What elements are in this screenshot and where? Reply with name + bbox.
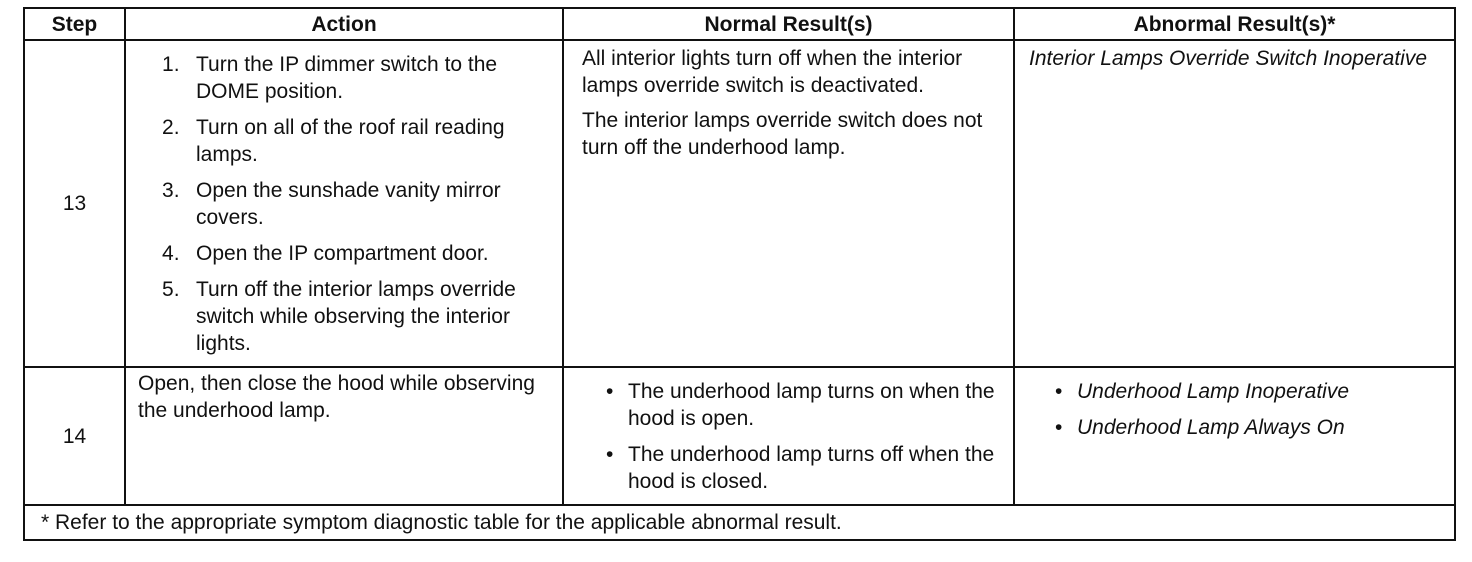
header-step: Step — [24, 8, 125, 40]
step-number: 14 — [24, 367, 125, 505]
normal-result-item: • The underhood lamp turns on when the hood is open. — [628, 378, 1013, 432]
footnote-row — [24, 505, 1455, 540]
action-cell — [125, 367, 563, 505]
header-normal-results: Normal Result(s) — [563, 8, 1014, 40]
header-row — [24, 8, 1455, 40]
abnormal-result-item — [1077, 378, 1454, 405]
table-row — [24, 40, 1455, 367]
action-list — [126, 51, 562, 357]
step-number: 13 — [24, 40, 125, 367]
footnote: * Refer to the appropriate symptom diagnostic table for the applicable abnormal result. — [24, 505, 1455, 540]
normal-result-item: • The underhood lamp turns off when the hood is closed. — [628, 441, 1013, 495]
abnormal-result-list — [1015, 378, 1454, 441]
normal-result-list — [564, 378, 1013, 495]
diagnostic-table — [23, 7, 1456, 541]
action-item: Open the IP compartment door. — [196, 242, 489, 265]
normal-result-cell — [563, 367, 1014, 505]
abnormal-result-link-text: Underhood Lamp Always On — [1077, 416, 1345, 439]
abnormal-result-cell — [1014, 40, 1455, 367]
normal-result-text: All interior lights turn off when the interior lamps override switch is deactivated. — [582, 47, 963, 97]
action-item: Turn on all of the roof rail reading lamps. — [196, 116, 505, 166]
abnormal-result-item — [1077, 414, 1454, 441]
action-item: Turn the IP dimmer switch to the DOME position. — [196, 53, 498, 103]
header-abnormal-results: Abnormal Result(s)* — [1014, 8, 1455, 40]
action-text: Open, then close the hood while observing the underhood lamp. — [138, 372, 535, 422]
action-item: Open the sunshade vanity mirror covers. — [196, 179, 501, 229]
table-row — [24, 367, 1455, 505]
normal-result-text: The interior lamps override switch does not turn off the underhood lamp. — [582, 109, 983, 159]
action-cell — [125, 40, 563, 367]
normal-result-cell — [563, 40, 1014, 367]
abnormal-result-text: Interior Lamps Override Switch Inoperative — [1029, 47, 1428, 70]
abnormal-result-link-text: Underhood Lamp Inoperative — [1077, 380, 1350, 403]
action-item: Turn off the interior lamps override switch while observing the interior lights. — [196, 278, 516, 355]
abnormal-result-cell — [1014, 367, 1455, 505]
header-action: Action — [125, 8, 563, 40]
